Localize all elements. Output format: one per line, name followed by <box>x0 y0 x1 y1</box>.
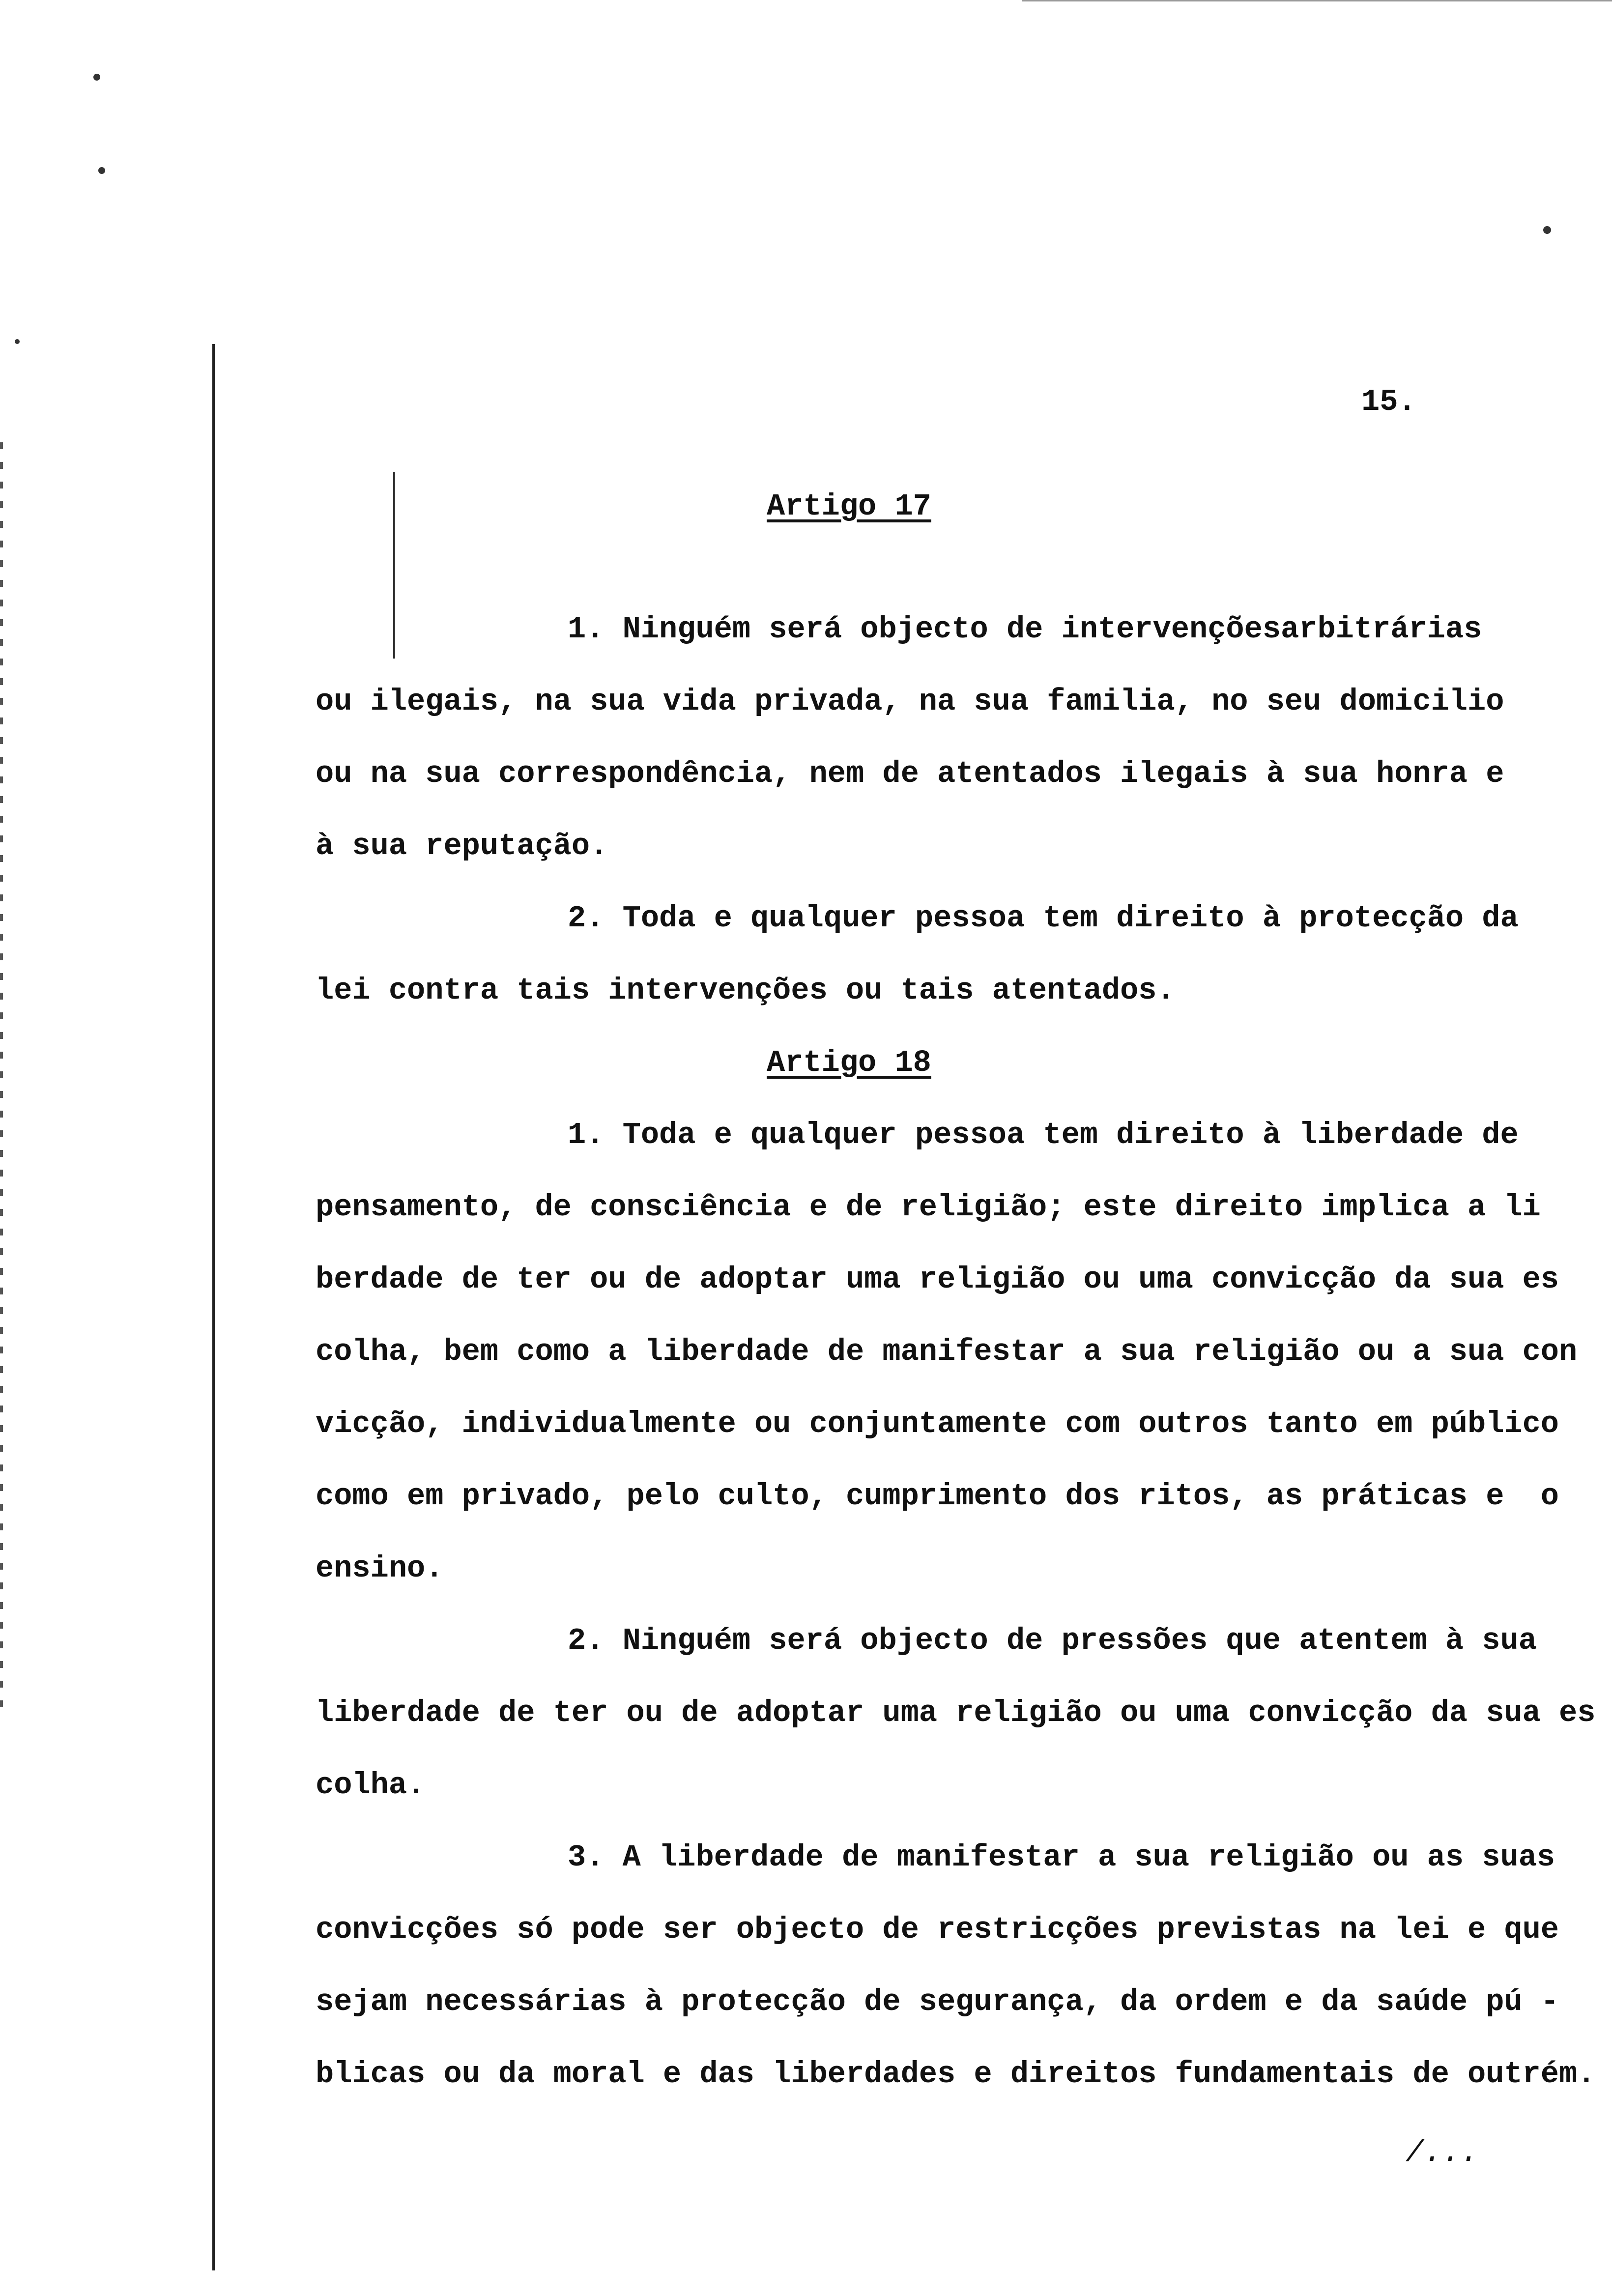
scan-edge-line <box>1022 0 1612 1</box>
text-line: vicção, individualmente ou conjuntamente com outros tanto em público <box>316 1406 1559 1441</box>
text-line: ou ilegais, na sua vida privada, na sua familia, no seu domicilio <box>316 684 1504 719</box>
margin-rule <box>212 344 215 2270</box>
page-number: 15. <box>1361 384 1416 419</box>
scan-left-edge <box>0 442 3 1720</box>
text-line: como em privado, pelo culto, cumprimento dos ritos, as práticas e o <box>316 1479 1559 1514</box>
text-line: ou na sua correspondência, nem de atentados ilegais à sua honra e <box>316 756 1504 791</box>
scan-speck <box>93 74 100 81</box>
text-line: pensamento, de consciência e de religião; este direito implica a li <box>316 1190 1541 1225</box>
text-line: lei contra tais intervenções ou tais atentados. <box>316 973 1175 1008</box>
text-line: sejam necessárias à protecção de segurança, da ordem e da saúde pú - <box>316 1984 1559 2019</box>
text-line: colha, bem como a liberdade de manifestar a sua religião ou a sua con <box>316 1334 1578 1369</box>
margin-marker <box>393 472 395 659</box>
text-line: 3. A liberdade de manifestar a sua religião ou as suas <box>568 1840 1555 1875</box>
scan-speck <box>15 339 20 344</box>
text-line: liberdade de ter ou de adoptar uma religião ou uma convicção da sua es <box>316 1695 1596 1730</box>
text-line: convicções só pode ser objecto de restricções previstas na lei e que <box>316 1912 1559 1947</box>
text-line: berdade de ter ou de adoptar uma religião ou uma convicção da sua es <box>316 1262 1559 1297</box>
scan-speck <box>1543 226 1551 234</box>
scan-speck <box>98 167 105 174</box>
text-line: 1. Ninguém será objecto de intervençõesarbitrárias <box>568 612 1482 647</box>
continuation-mark: /... <box>1406 2135 1479 2170</box>
article-18-heading: Artigo 18 <box>767 1045 931 1080</box>
text-line: à sua reputação. <box>316 829 608 863</box>
text-line: blicas ou da moral e das liberdades e direitos fundamentais de outrém. <box>316 2057 1596 2092</box>
article-17-heading: Artigo 17 <box>767 489 931 524</box>
text-line: 1. Toda e qualquer pessoa tem direito à liberdade de <box>568 1118 1519 1152</box>
text-line: ensino. <box>316 1551 444 1586</box>
text-line: 2. Ninguém será objecto de pressões que atentem à sua <box>568 1623 1537 1658</box>
text-line: 2. Toda e qualquer pessoa tem direito à protecção da <box>568 901 1519 936</box>
text-line: colha. <box>316 1768 426 1803</box>
